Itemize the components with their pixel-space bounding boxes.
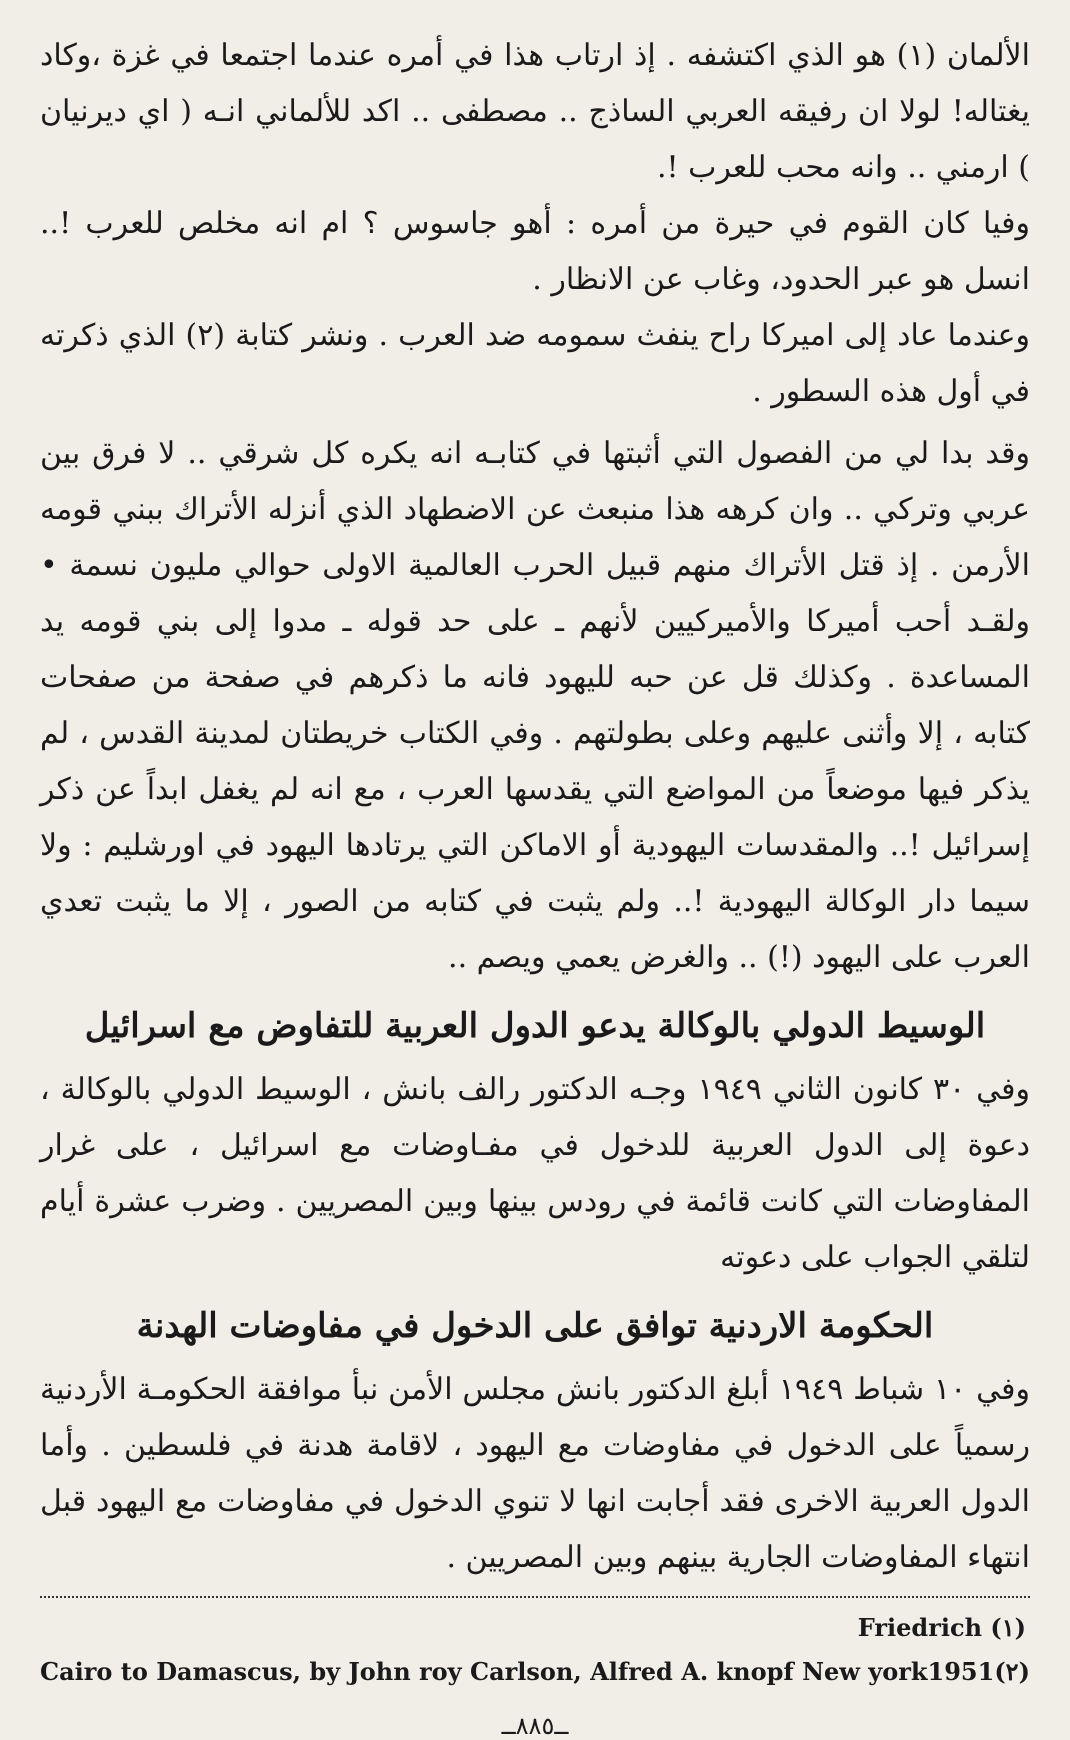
body-paragraph-5: وفي ٣٠ كانون الثاني ١٩٤٩ وجـه الدكتور رالف بانش ، الوسيط الدولي بالوكالة ، دعوة إلى الدول العربية للدخول في مفـاوضات مع اسرائيل ، على غرار المفاوضات التي كانت قائمة في رودس بينها وبين المصريين . وضرب عشرة أيام لتلقي الجواب على دعوته (40, 1072, 1031, 1275)
section-heading-jordan: الحكومة الاردنية توافق على الدخول في مفاوضات الهدنة (136, 1306, 934, 1346)
body-paragraph-3: وعندما عاد إلى اميركا راح ينفث سمومه ضد العرب . ونشر كتابة (٢) الذي ذكرته في أول هذه السطور . (40, 318, 1031, 409)
section-heading-mediator: الوسيط الدولي بالوكالة يدعو الدول العربية للتفاوض مع اسرائيل (84, 1006, 986, 1046)
footnote-1: Friedrich (١) (857, 1613, 1026, 1642)
body-paragraph-2: وفيا كان القوم في حيرة من أمره : أهو جاسوس ؟ ام انه مخلص للعرب !.. انسل هو عبر الحدود، وغاب عن الانظار . (40, 206, 1030, 297)
book-page (40, 28, 1031, 1740)
footnote-divider (40, 1596, 1030, 1598)
body-paragraph-1: الألمان (١) هو الذي اكتشفه . إذ ارتاب هذا في أمره عندما اجتمعا في غزة ،وكاد يغتاله! لولا ان رفيقه العربي الساذج .. مصطفى .. اكد للألماني انـه ( اي ديرنيان ) ارمني .. وانه محب للعرب !. (40, 38, 1030, 185)
page-number: ــ٨٨٥ــ (501, 1712, 569, 1740)
body-paragraph-4: وقد بدا لي من الفصول التي أثبتها في كتابـه انه يكره كل شرقي .. لا فرق بين عربي وتركي .. وان كرهه هذا منبعث عن الاضطهاد الذي أنزله الأتراك ببني قومه الأرمن . إذ قتل الأتراك منهم قبيل الحرب العالمية الاولى حوالي مليون نسمة • ولقـد أحب أميركا والأميركيين لأنهم ـ على حد قوله ـ مدوا إلى بني قومه يد المساعدة . وكذلك قل عن حبه لليهود فانه ما ذكرهم في صفحة من صفحات كتابه ، إلا وأثنى عليهم وعلى بطولتهم . وفي الكتاب خريطتان لمدينة القدس ، لم يذكر فيها موضعاً من المواضع التي يقدسها العرب ، مع انه لم يغفل ابداً عن ذكر إسرائيل !.. والمقدسات اليهودية أو الاماكن التي يرتادها اليهود في اورشليم : ولا سيما دار الوكالة اليهودية !.. ولم يثبت في كتابه من الصور ، إلا ما يثبت تعدي العرب على اليهود (!) .. والغرض يعمي ويصم .. (40, 436, 1031, 975)
footnote-2: Cairo to Damascus, by John roy Carlson, Alfred A. knopf New york1951(٢) (40, 1657, 1030, 1686)
body-paragraph-6: وفي ١٠ شباط ١٩٤٩ أبلغ الدكتور بانش مجلس الأمن نبأ موافقة الحكومـة الأردنية رسمياً على الدخول في مفاوضات مع اليهود ، لاقامة هدنة في فلسطين . وأما الدول العربية الاخرى فقد أجابت انها لا تنوي الدخول في مفاوضات مع اليهود قبل انتهاء المفاوضات الجارية بينهم وبين المصريين . (40, 1372, 1030, 1575)
